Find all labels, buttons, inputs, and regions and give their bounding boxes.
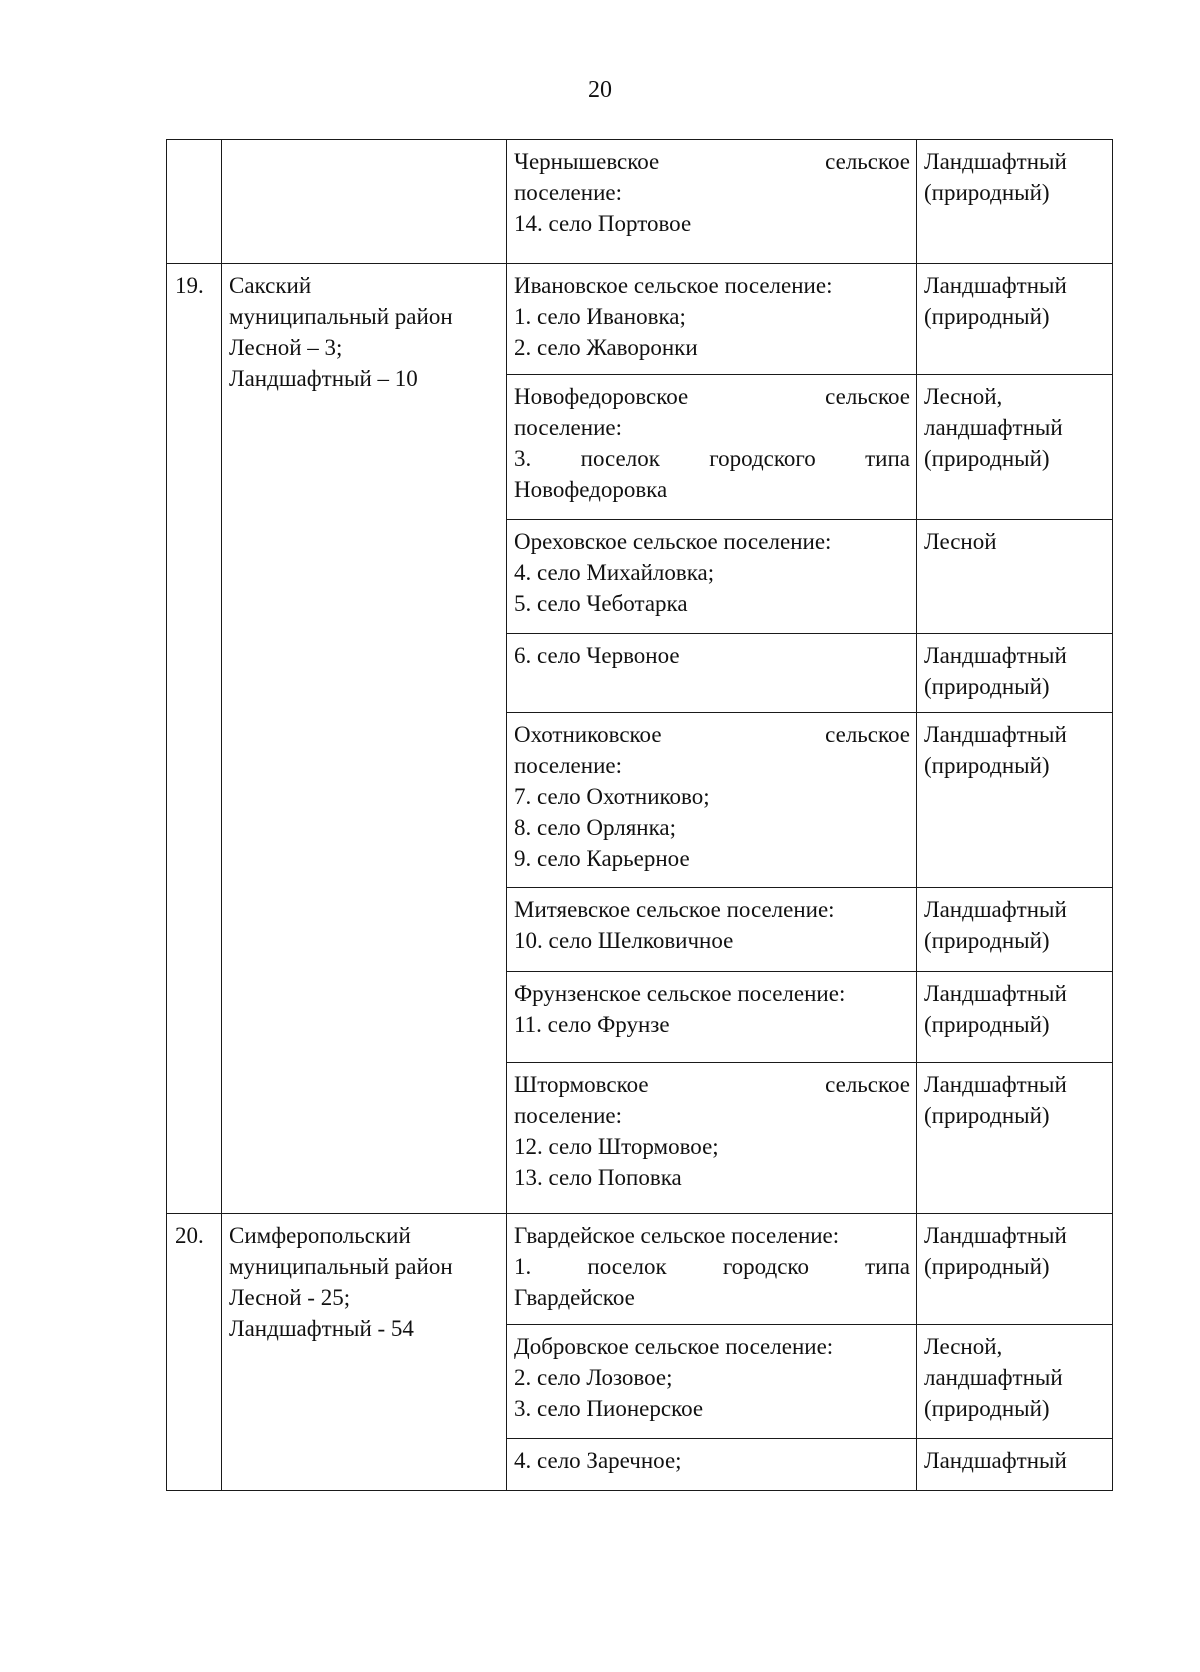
settlement-line: Фрунзенское сельское поселение:	[514, 981, 846, 1006]
reserve-type-line: ландшафтный	[924, 1365, 1063, 1390]
settlement-cell	[507, 1325, 917, 1439]
settlements-table	[166, 139, 1113, 1491]
settlement-line: 13. село Поповка	[514, 1165, 682, 1190]
district-cell	[222, 140, 507, 264]
reserve-type-cell	[917, 972, 1113, 1063]
row-number-cell: 19.	[167, 264, 222, 1214]
district-line: муниципальный район	[229, 304, 453, 329]
reserve-type-line: Ландшафтный	[924, 1448, 1067, 1473]
settlement-cell	[507, 264, 917, 375]
settlement-line: 11. село Фрунзе	[514, 1012, 670, 1037]
reserve-type-line: Лесной	[924, 529, 997, 554]
row-number-cell: 20.	[167, 1214, 222, 1491]
settlement-line: 12. село Штормовое;	[514, 1134, 719, 1159]
reserve-type-line: (природный)	[924, 304, 1050, 329]
reserve-type-cell	[917, 1325, 1113, 1439]
district-line: Ландшафтный – 10	[229, 366, 418, 391]
reserve-type-cell	[917, 888, 1113, 972]
reserve-type-line: (природный)	[924, 446, 1050, 471]
settlement-line: 10. село Шелковичное	[514, 928, 734, 953]
reserve-type-cell	[917, 520, 1113, 634]
reserve-type-cell	[917, 713, 1113, 888]
settlement-line: 4. село Заречное;	[514, 1448, 682, 1473]
settlement-line: 2. село Лозовое;	[514, 1365, 673, 1390]
settlement-line: 7. село Охотниково;	[514, 784, 710, 809]
district-line: Лесной - 25;	[229, 1285, 351, 1310]
reserve-type-cell	[917, 1214, 1113, 1325]
district-line: Сакский	[229, 273, 312, 298]
settlement-line: Ивановское сельское поселение:	[514, 273, 833, 298]
settlement-line: 6. село Червоное	[514, 643, 680, 668]
reserve-type-line: Лесной,	[924, 1334, 1003, 1359]
reserve-type-line: Ландшафтный	[924, 273, 1067, 298]
settlement-cell	[507, 713, 917, 888]
district-line: Ландшафтный - 54	[229, 1316, 414, 1341]
settlement-cell	[507, 1439, 917, 1491]
district-cell	[222, 264, 507, 1214]
district-line: Лесной – 3;	[229, 335, 343, 360]
settlement-line: Ореховское сельское поселение:	[514, 529, 832, 554]
settlement-line: Чернышевское сельское	[514, 149, 910, 174]
reserve-type-line: (природный)	[924, 1103, 1050, 1128]
reserve-type-cell	[917, 375, 1113, 520]
reserve-type-cell	[917, 140, 1113, 264]
settlement-line: 3. село Пионерское	[514, 1396, 704, 1421]
reserve-type-line: Ландшафтный	[924, 1223, 1067, 1248]
table-row	[167, 140, 1113, 264]
reserve-type-line: Ландшафтный	[924, 1072, 1067, 1097]
reserve-type-line: (природный)	[924, 674, 1050, 699]
reserve-type-cell	[917, 1063, 1113, 1214]
settlement-line: поселение:	[514, 180, 622, 205]
settlement-cell	[507, 888, 917, 972]
settlement-line: 3. поселок городского типа	[514, 446, 910, 471]
reserve-type-line: (природный)	[924, 1254, 1050, 1279]
settlement-line: Новофедоровское сельское	[514, 384, 910, 409]
settlement-line: 14. село Портовое	[514, 211, 692, 236]
settlement-line: 5. село Чеботарка	[514, 591, 688, 616]
settlement-cell	[507, 520, 917, 634]
reserve-type-line: (природный)	[924, 1396, 1050, 1421]
reserve-type-cell	[917, 634, 1113, 713]
reserve-type-line: (природный)	[924, 753, 1050, 778]
settlement-cell	[507, 972, 917, 1063]
settlement-line: поселение:	[514, 753, 622, 778]
district-cell	[222, 1214, 507, 1491]
settlement-line: Охотниковское сельское	[514, 722, 910, 747]
settlement-cell	[507, 140, 917, 264]
settlement-line: поселение:	[514, 415, 622, 440]
row-number-cell	[167, 140, 222, 264]
settlement-cell	[507, 375, 917, 520]
table-row	[167, 264, 1113, 375]
settlement-line: 2. село Жаворонки	[514, 335, 698, 360]
reserve-type-line: Ландшафтный	[924, 149, 1067, 174]
reserve-type-cell	[917, 264, 1113, 375]
reserve-type-cell	[917, 1439, 1113, 1491]
page-number: 20	[588, 77, 612, 103]
reserve-type-line: Ландшафтный	[924, 897, 1067, 922]
reserve-type-line: (природный)	[924, 928, 1050, 953]
settlement-cell	[507, 1063, 917, 1214]
settlement-line: 4. село Михайловка;	[514, 560, 715, 585]
reserve-type-line: Ландшафтный	[924, 981, 1067, 1006]
district-line: Симферопольский	[229, 1223, 411, 1248]
settlement-cell	[507, 634, 917, 713]
settlement-line: Добровское сельское поселение:	[514, 1334, 834, 1359]
settlement-line: 8. село Орлянка;	[514, 815, 677, 840]
settlement-cell	[507, 1214, 917, 1325]
settlement-line: Митяевское сельское поселение:	[514, 897, 835, 922]
settlement-line: 1. поселок городско типа	[514, 1254, 910, 1279]
settlement-line: Новофедоровка	[514, 477, 668, 502]
settlement-line: Штормовское сельское	[514, 1072, 910, 1097]
reserve-type-line: Ландшафтный	[924, 722, 1067, 747]
settlement-line: Гвардейское	[514, 1285, 635, 1310]
reserve-type-line: Лесной,	[924, 384, 1003, 409]
settlement-line: Гвардейское сельское поселение:	[514, 1223, 840, 1248]
reserve-type-line: Ландшафтный	[924, 643, 1067, 668]
table-row	[167, 1214, 1113, 1325]
settlement-line: 1. село Ивановка;	[514, 304, 686, 329]
reserve-type-line: (природный)	[924, 1012, 1050, 1037]
district-line: муниципальный район	[229, 1254, 453, 1279]
settlement-line: поселение:	[514, 1103, 622, 1128]
reserve-type-line: ландшафтный	[924, 415, 1063, 440]
settlement-line: 9. село Карьерное	[514, 846, 690, 871]
reserve-type-line: (природный)	[924, 180, 1050, 205]
